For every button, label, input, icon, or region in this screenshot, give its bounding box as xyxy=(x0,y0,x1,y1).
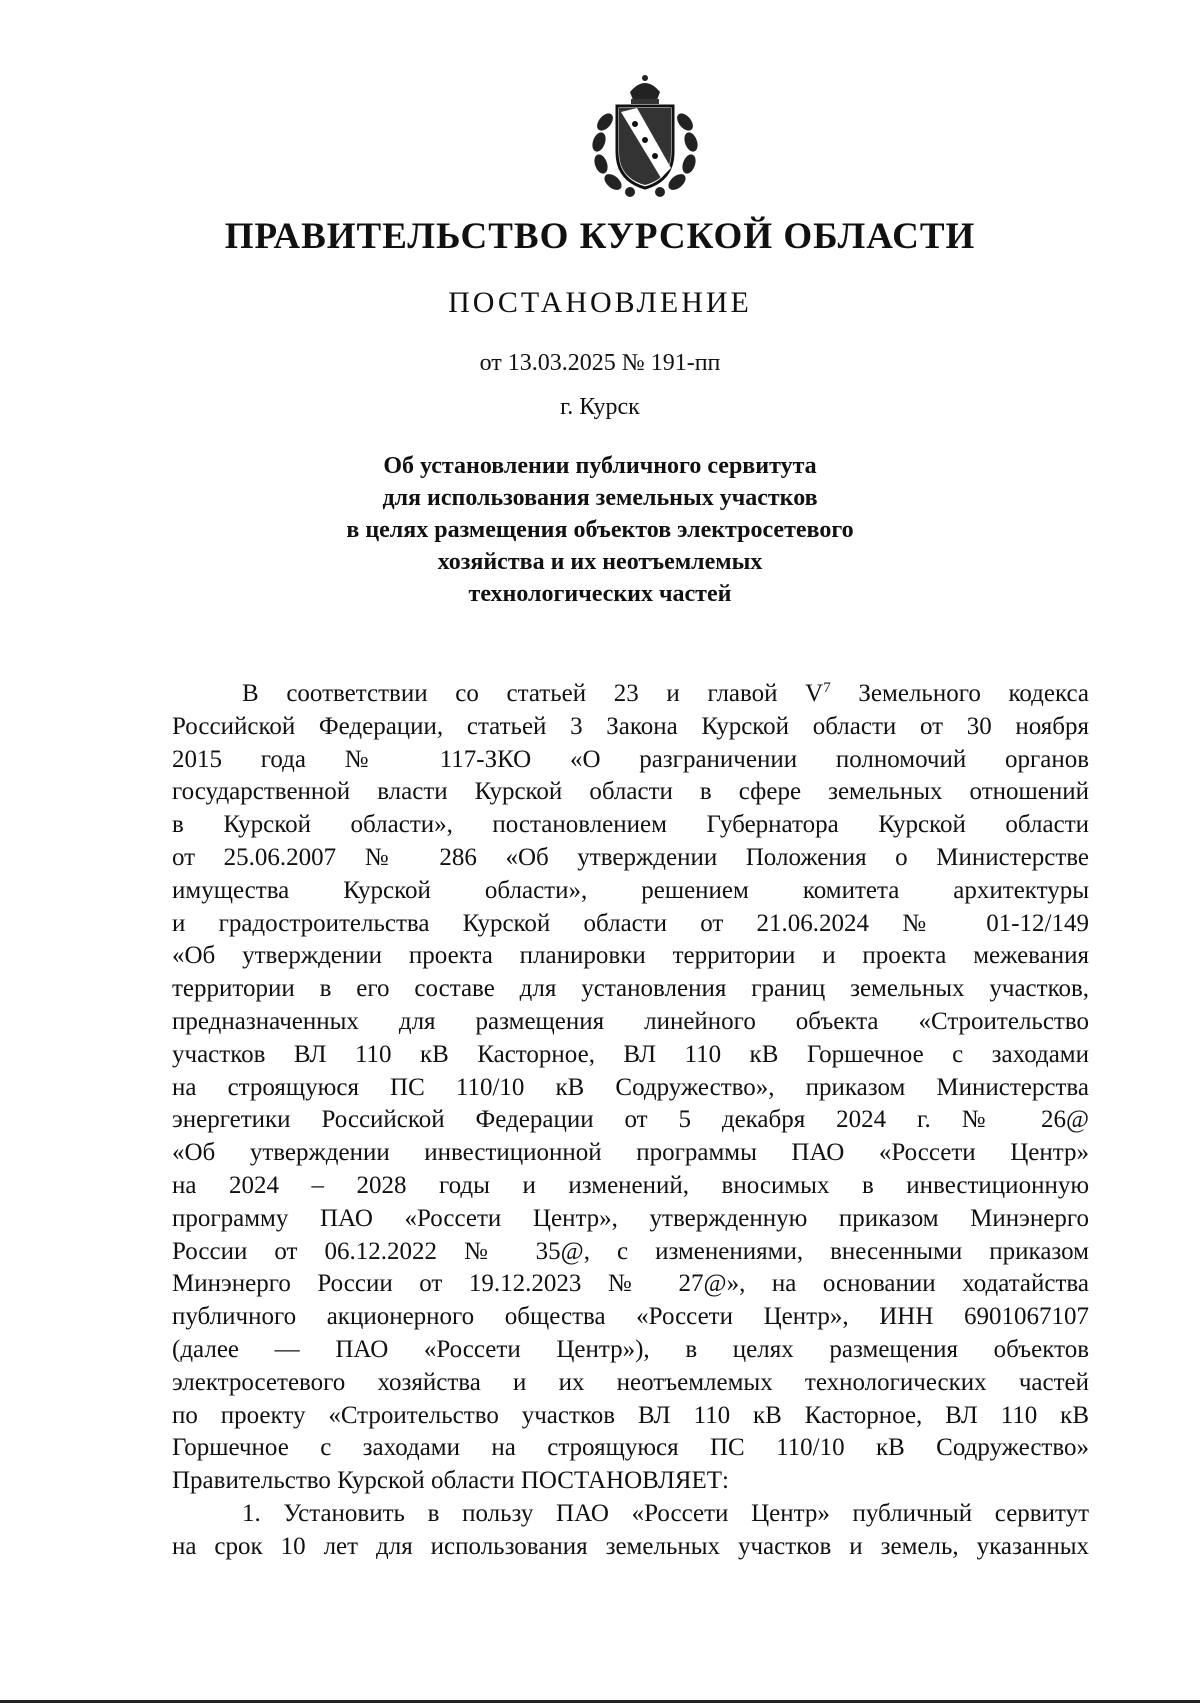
organization-name: ПРАВИТЕЛЬСТВО КУРСКОЙ ОБЛАСТИ xyxy=(224,216,976,257)
body-line: программу ПАО «Россети Центр», утвержденную приказом Минэнерго xyxy=(172,1204,1089,1232)
superscript: 7 xyxy=(823,680,831,696)
body-line: государственной власти Курской области в сфере земельных отношений xyxy=(172,778,1089,806)
document-type: ПОСТАНОВЛЕНИЕ xyxy=(448,286,752,319)
body-line: Российской Федерации, статьей 3 Закона Курской области от 30 ноября xyxy=(172,712,1089,740)
document-city: г. Курск xyxy=(560,394,640,420)
body-line: по проекту «Строительство участков ВЛ 110 кВ Касторное, ВЛ 110 кВ xyxy=(172,1401,1089,1429)
body-line: «Об утверждении инвестиционной программы ПАО «Россети Центр» xyxy=(172,1139,1089,1167)
body-line: 2015 года № 117-ЗКО «О разграничении полномочий органов xyxy=(172,745,1089,773)
body-line: 1. Установить в пользу ПАО «Россети Центр» публичный сервитут xyxy=(242,1499,1089,1527)
document-body xyxy=(172,678,1089,1564)
body-line: публичного акционерного общества «Россети Центр», ИНН 6901067107 xyxy=(172,1303,1089,1331)
body-line: Горшечное с заходами на строящуюся ПС 110/10 кВ Содружество» xyxy=(172,1434,1089,1462)
body-line: предназначенных для размещения линейного объекта «Строительство xyxy=(172,1007,1089,1035)
body-line: участков ВЛ 110 кВ Касторное, ВЛ 110 кВ Горшечное с заходами xyxy=(172,1040,1089,1068)
body-line: Правительство Курской области ПОСТАНОВЛЯЕТ: xyxy=(172,1467,729,1495)
title-line: хозяйства и их неотъемлемых xyxy=(437,549,763,575)
body-line: (далее — ПАО «Россети Центр»), в целях размещения объектов xyxy=(172,1335,1089,1363)
body-line: от 25.06.2007 № 286 «Об утверждении Положения о Министерстве xyxy=(172,843,1089,871)
title-line: для использования земельных участков xyxy=(382,485,818,511)
body-line: на срок 10 лет для использования земельных участков и земель, указанных xyxy=(172,1532,1089,1560)
title-line: технологических частей xyxy=(468,581,732,607)
body-line: и градостроительства Курской области от 21.06.2024 № 01-12/149 xyxy=(172,909,1089,937)
document-title xyxy=(250,450,950,610)
body-line: на строящуюся ПС 110/10 кВ Содружество», приказом Министерства xyxy=(172,1073,1089,1101)
body-line: в Курской области», постановлением Губернатора Курской области xyxy=(172,811,1089,839)
body-line: имущества Курской области», решением комитета архитектуры xyxy=(172,876,1089,904)
title-line: Об установлении публичного сервитута xyxy=(383,453,817,479)
body-line: В соответствии со статьей 23 и главой $V^7$ Земельного кодекса xyxy=(242,680,1089,707)
document-date-number: от 13.03.2025 № 191-пп xyxy=(479,350,721,376)
title-line: в целях размещения объектов электросетевого xyxy=(346,517,854,543)
body-line: электросетевого хозяйства и их неотъемлемых технологических частей xyxy=(172,1368,1089,1396)
coat-of-arms-icon xyxy=(575,72,715,202)
body-line: Минэнерго России от 19.12.2023 № 27@», на основании ходатайства xyxy=(172,1270,1089,1298)
body-line: территории в его составе для установления границ земельных участков, xyxy=(172,975,1089,1003)
body-line: «Об утверждении проекта планировки территории и проекта межевания xyxy=(172,942,1089,970)
body-line: энергетики Российской Федерации от 5 декабря 2024 г. № 26@ xyxy=(172,1106,1089,1134)
body-line: России от 06.12.2022 № 35@, с изменениями, внесенными приказом xyxy=(172,1237,1089,1265)
body-line: на 2024 – 2028 годы и изменений, вносимых в инвестиционную xyxy=(172,1171,1089,1199)
